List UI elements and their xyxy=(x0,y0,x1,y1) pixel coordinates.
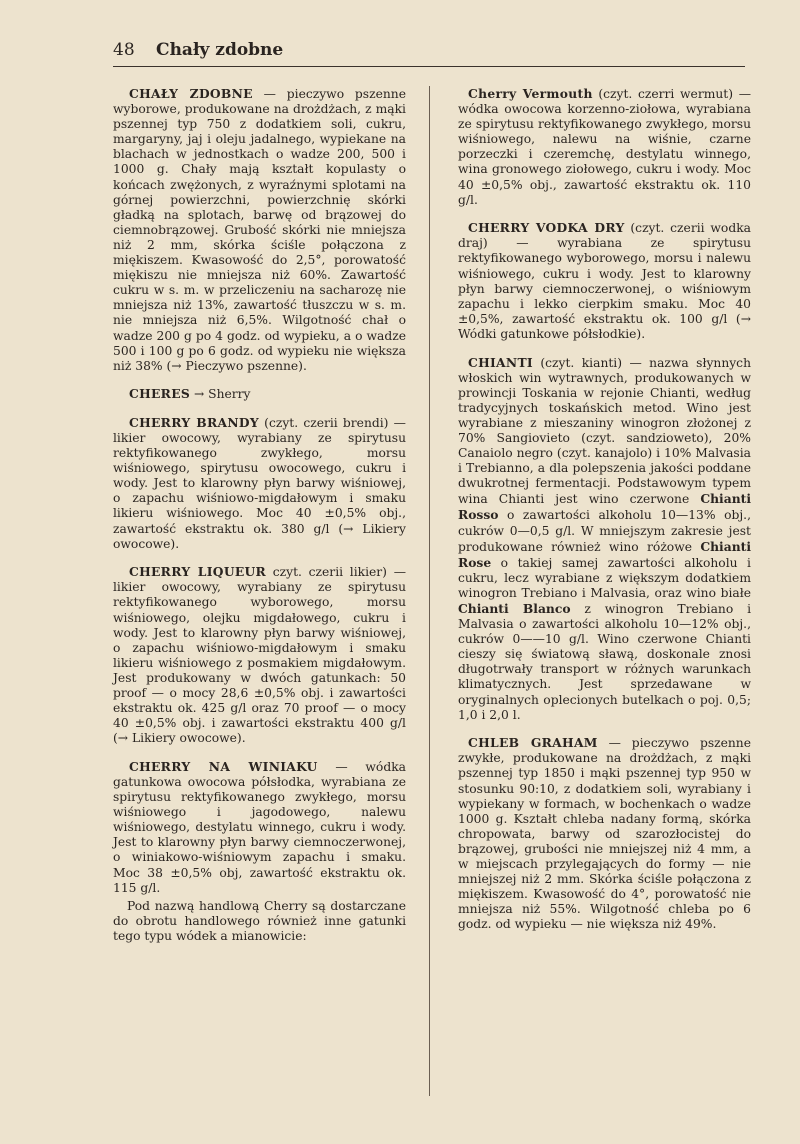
running-title: Chały zdobne xyxy=(156,40,284,60)
right-column xyxy=(458,86,751,945)
entry-cherry-na-winiaku: CHERRY NA WINIAKU — wódka gatunkowa owocowa półsłodka, wyrabiana ze spirytusu rektyfikowanego zwykłego, morsu wiśniowego i jagodowego, nalewu wiśniowego, destylatu winnego, cukru i wody. Jest to klarowny płyn barwy ciemnoczerwonej, o winiakowo-wiśniowym zapachu i smaku. Moc 38 ±0,5% obj, zawartość ekstraktu ok. 115 g/l. xyxy=(113,758,406,895)
header-rule xyxy=(113,66,745,67)
entry-cherry-liqueur: CHERRY LIQUEUR czyt. czerii likier) — likier owocowy, wyrabiany ze spirytusu rektyfikowanego wyborowego, morsu wiśniowego, olejku migdałowego, cukru i wody. Jest to klarowny płyn barwy wiśniowej, o zapachu wiśniowo-migdałowym i smaku likieru wiśniowego z posmakiem migdałowym. Jest produkowany w dwóch gatunkach: 50 proof — o mocy 28,6 ±0,5% obj. i zawartości ekstraktu ok. 425 g/l oraz 70 proof — o mocy 40 ±0,5% obj. i zawartości ekstraktu 400 g/l (→ Likiery owocowe). xyxy=(113,564,406,746)
entry-cherry-vodka-dry: CHERRY VODKA DRY (czyt. czerii wodka draj) — wyrabiana ze spirytusu rektyfikowanego wyborowego, morsu i nalewu wiśniowego, cukru i wody. Jest to klarowny płyn barwy ciemnoczerwonej, o wiśniowym zapachu i lekko cierpkim smaku. Moc 40 ±0,5%, zawartość ekstraktu ok. 100 g/l (→ Wódki gatunkowe półsłodkie). xyxy=(458,220,751,341)
page-number: 48 xyxy=(113,40,135,60)
paragraph-cherry-trade-name: Pod nazwą handlową Cherry są dostarczane do obrotu handlowego również inne gatunki tego typu wódek a mianowicie: xyxy=(113,899,406,944)
entry-cheres: CHERES → Sherry xyxy=(129,386,251,402)
entry-chaly-zdobne: CHAŁY ZDOBNE — pieczywo pszenne wyborowe, produkowane na drożdżach, z mąki pszennej typ 750 z dodatkiem soli, cukru, margaryny, jaj i oleju jadalnego, wypiekane na blachach w jednostkach o wadze 200, 500 i 1000 g. Chały mają kształt kopulasty o końcach zwężonych, z wyraźnymi splotami na górnej powierzchni, powierzchnię skórki gładką na splotach, barwę od brązowej do ciemnobrązowej. Grubość skórki nie mniejsza niż 2 mm, skórka ściśle połączona z miękiszem. Kwasowość do 2,5°, porowatość miękiszu nie mniejsza niż 60%. Zawartość cukru w s. m. w przeliczeniu na sacharozę nie mniejsza niż 13%, zawartość tłuszczu w s. m. nie mniejsza niż 6,5%. Wilgotność chał o wadze 200 g po 4 godz. od wypieku, a o wadze 500 i 100 g po 6 godz. od wypieku nie większa niż 38% (→ Pieczywo pszenne). xyxy=(113,86,406,373)
column-divider xyxy=(429,86,430,1096)
page-header xyxy=(113,40,743,60)
left-column xyxy=(113,86,406,957)
entry-chleb-graham: CHLEB GRAHAM — pieczywo pszenne zwykłe, produkowane na drożdżach, z mąki pszennej typ 1850 i mąki pszennej typ 950 w stosunku 90:10, z dodatkiem soli, wyrabiany i wypiekany w formach, w bochenkach o wadze 1000 g. Kształt chleba nadany formą, skórka chropowata, barwy od szarozłocistej do brązowej, grubości nie mniejszej niż 4 mm, a w miejscach przylegających do formy — nie mniejszej niż 2 mm. Skórka ściśle połączona z miękiszem. Kwasowość do 4°, porowatość nie mniejsza niż 55%. Wilgotność chleba po 6 godz. od wypieku — nie większa niż 49%. xyxy=(458,735,751,932)
entry-cherry-vermouth: Cherry Vermouth (czyt. czerri wermut) — wódka owocowa korzenno-ziołowa, wyrabiana ze spirytusu rektyfikowanego zwykłego, morsu wiśniowego, nalewu na wiśnie, czarne porzeczki i czeremchę, destylatu winnego, wina gronowego ziołowego, cukru i wody. Moc 40 ±0,5% obj., zawartość ekstraktu ok. 110 g/l. xyxy=(458,86,751,207)
entry-cherry-brandy: CHERRY BRANDY (czyt. czerii brendi) — likier owocowy, wyrabiany ze spirytusu rektyfikowanego zwykłego, morsu wiśniowego, spirytusu owocowego, cukru i wody. Jest to klarowny płyn barwy wiśniowej, o zapachu wiśniowo-migdałowym i smaku likieru wiśniowego. Moc 40 ±0,5% obj., zawartość ekstraktu ok. 380 g/l (→ Likiery owocowe). xyxy=(113,414,406,551)
entry-chianti: CHIANTI (czyt. kianti) — nazwa słynnych włoskich win wytrawnych, produkowanych w prowincji Toskania w rejonie Chianti, według tradycyjnych toskańskich metod. Wino jest wyrabiane z mieszaniny winogron złożonej z 70% Sangiovieto (czyt. sandzioweto), 20% Canaiolo negro (czyt. kanajolo) i 10% Malvasia i Trebianno, a dla polepszenia jakości poddane dwukrotnej fermentacji. Podstawowym typem wina Chianti jest wino czerwone Chianti Rosso o zawartości alkoholu 10—13% obj., cukrów 0—0,5 g/l. W mniejszym zakresie jest produkowane również wino różowe Chianti Rose o takiej samej zawartości alkoholu i cukru, lecz wyrabiane z większym dodatkiem winogron Trebiano i Malvasia, oraz wino białe Chianti Blanco z winogron Trebiano i Malvasia o zawartości alkoholu 10—12% obj., cukrów 0——10 g/l. Wino czerwone Chianti cieszy się światową sławą, doskonale znosi długotrwały transport w różnych warunkach klimatycznych. Jest sprzedawane w oryginalnych oplecionych butelkach o poj. 0,5; 1,0 i 2,0 l. xyxy=(458,354,752,722)
